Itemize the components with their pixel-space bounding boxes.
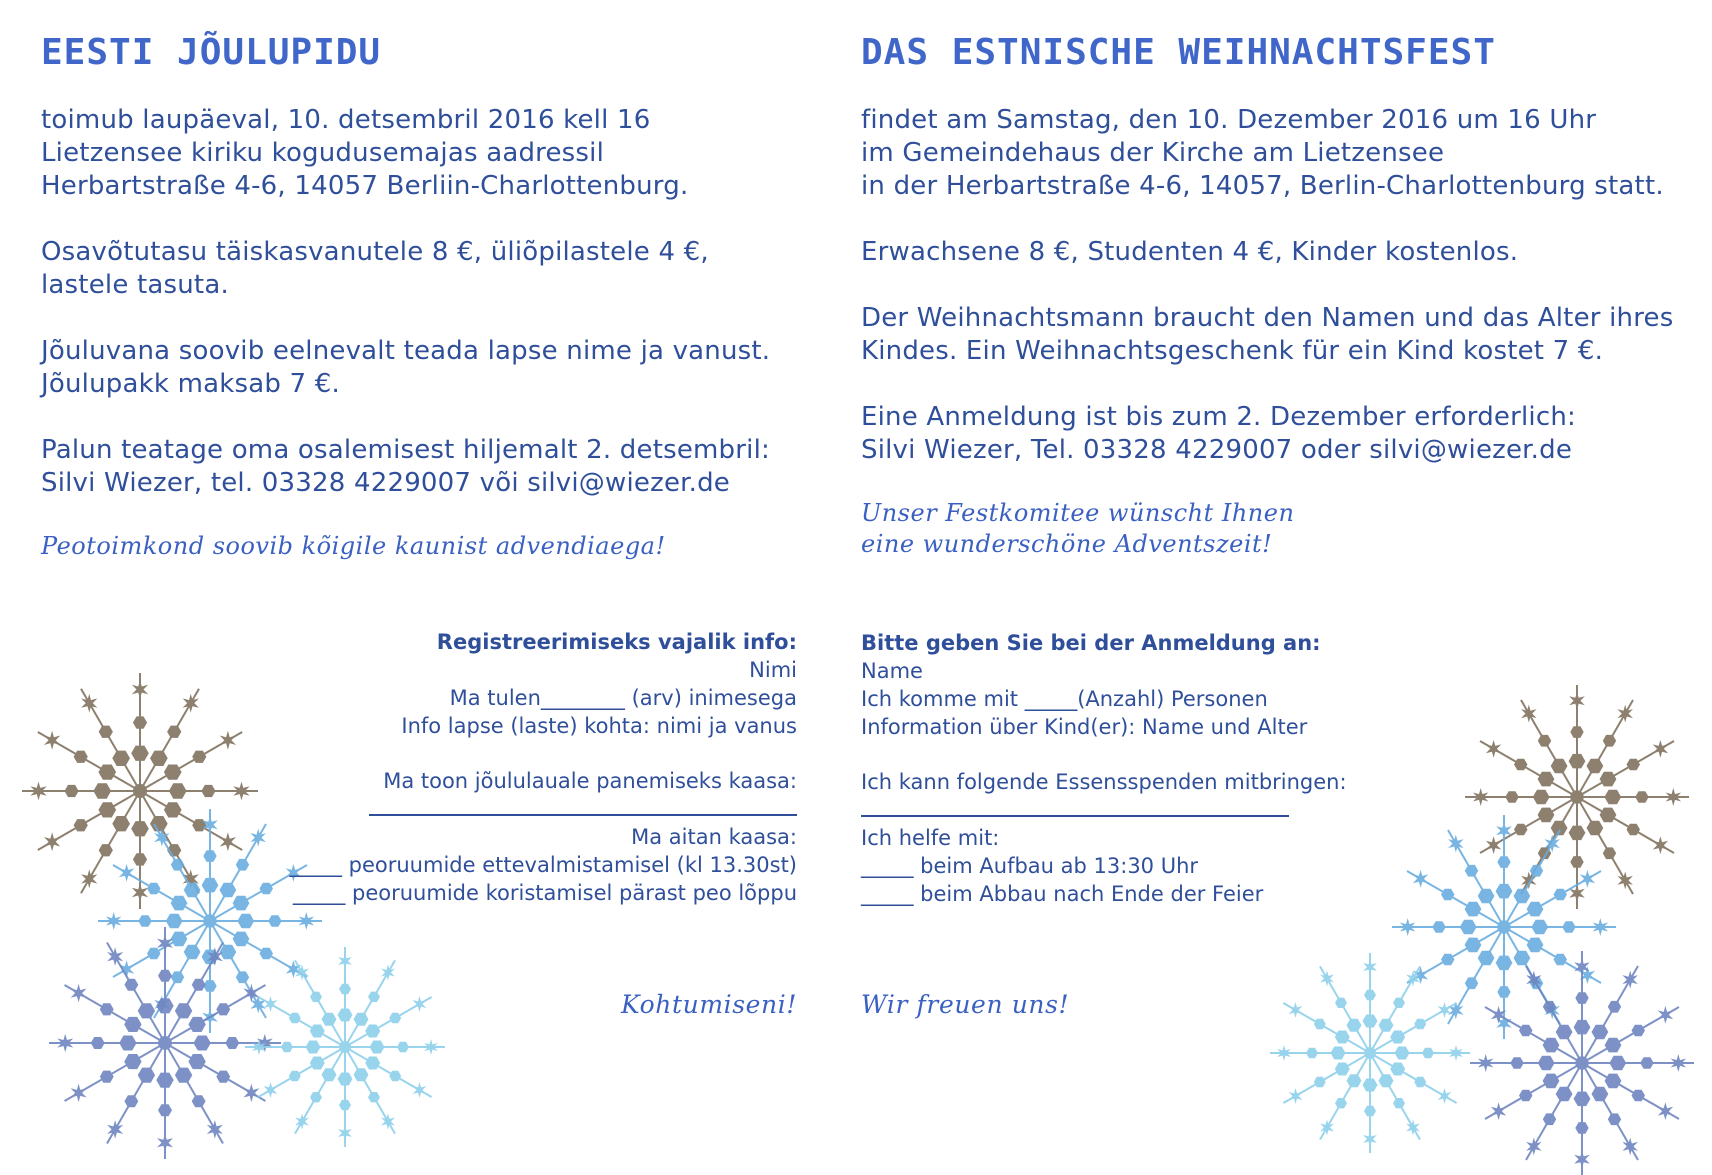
german-body: findet am Samstag, den 10. Dezember 2016 um 16 Uhr im Gemeindehaus der Kirche am Lietzensee in der Herbartstraße 4-6, 14057, Berlin-Charlottenburg statt. Erwachsene 8 €, Studenten 4 €, Kinder kostenlos. Der Weihnachtsmann braucht den Namen und das Alter ihres Kindes. Ein Weihnachtsgeschenk für ein Kind kostet 7 €. Eine Anmeldung ist bis zum 2. Dezember erforderlich: Silvi Wiezer, Tel. 03328 4229007 oder silvi@wiezer.de bbox=[861, 105, 1674, 465]
estonian-form-food: Ma toon jõululauale panemiseks kaasa: bbox=[383, 769, 797, 793]
german-food-line bbox=[861, 796, 1421, 824]
german-form-heading: Bitte geben Sie bei der Anmeldung an: bbox=[861, 631, 1321, 655]
snowflake-icon bbox=[1465, 685, 1689, 909]
german-form-help: Ich helfe mit: bbox=[861, 826, 1000, 850]
snowflake-icon bbox=[245, 947, 445, 1147]
estonian-form-setup: _____ peoruumide ettevalmistamisel (kl 13.30st) bbox=[289, 853, 797, 877]
estonian-registration-form bbox=[237, 628, 797, 907]
estonian-body: toimub laupäeval, 10. detsembril 2016 kell 16 Lietzensee kiriku kogudusemajas aadressil Herbartstraße 4-6, 14057 Berliin-Charlottenburg. Osavõtutasu täiskasvanutele 8 €, üliõpilastele 4 €, lastele tasuta. Jõuluvana soovib eelnevalt teada lapse nime ja vanust. Jõulupakk maksab 7 €. Palun teatage oma osalemisest hiljemalt 2. detsembril: Silvi Wiezer, tel. 03328 4229007 või silvi@wiezer.de bbox=[41, 105, 771, 498]
estonian-form-children: Info lapse (laste) kohta: nimi ja vanus bbox=[401, 714, 797, 738]
estonian-form-coming: Ma tulen________ (arv) inimesega bbox=[449, 686, 797, 710]
german-closing: Wir freuen uns! bbox=[861, 990, 1070, 1019]
german-form-food: Ich kann folgende Essensspenden mitbringen: bbox=[861, 770, 1347, 794]
german-form-cleanup: _____ beim Abbau nach Ende der Feier bbox=[861, 882, 1264, 906]
estonian-title: EESTI JÕULUPIDU bbox=[41, 32, 382, 73]
snowflake-icon bbox=[22, 673, 258, 909]
german-form-children: Information über Kind(er): Name und Alter bbox=[861, 715, 1308, 739]
estonian-closing: Kohtumiseni! bbox=[621, 990, 797, 1019]
snowflake-icon bbox=[49, 927, 281, 1159]
estonian-form-help: Ma aitan kaasa: bbox=[631, 825, 797, 849]
german-greeting: Unser Festkomitee wünscht Ihnen eine wunderschöne Adventszeit! bbox=[861, 499, 1295, 558]
german-form-coming: Ich komme mit _____(Anzahl) Personen bbox=[861, 687, 1268, 711]
snowflake-icon bbox=[1270, 953, 1470, 1153]
german-form-setup: _____ beim Aufbau ab 13:30 Uhr bbox=[861, 854, 1199, 878]
estonian-form-heading: Registreerimiseks vajalik info: bbox=[436, 630, 797, 654]
german-form-name: Name bbox=[861, 659, 923, 683]
german-title: DAS ESTNISCHE WEIHNACHTSFEST bbox=[861, 32, 1496, 73]
estonian-greeting: Peotoimkond soovib kõigile kaunist advendiaega! bbox=[41, 532, 666, 560]
estonian-form-cleanup: _____ peoruumide koristamisel pärast peo lõppu bbox=[292, 881, 797, 905]
estonian-food-line bbox=[237, 795, 797, 823]
german-registration-form bbox=[861, 629, 1421, 908]
estonian-form-name: Nimi bbox=[749, 658, 797, 682]
